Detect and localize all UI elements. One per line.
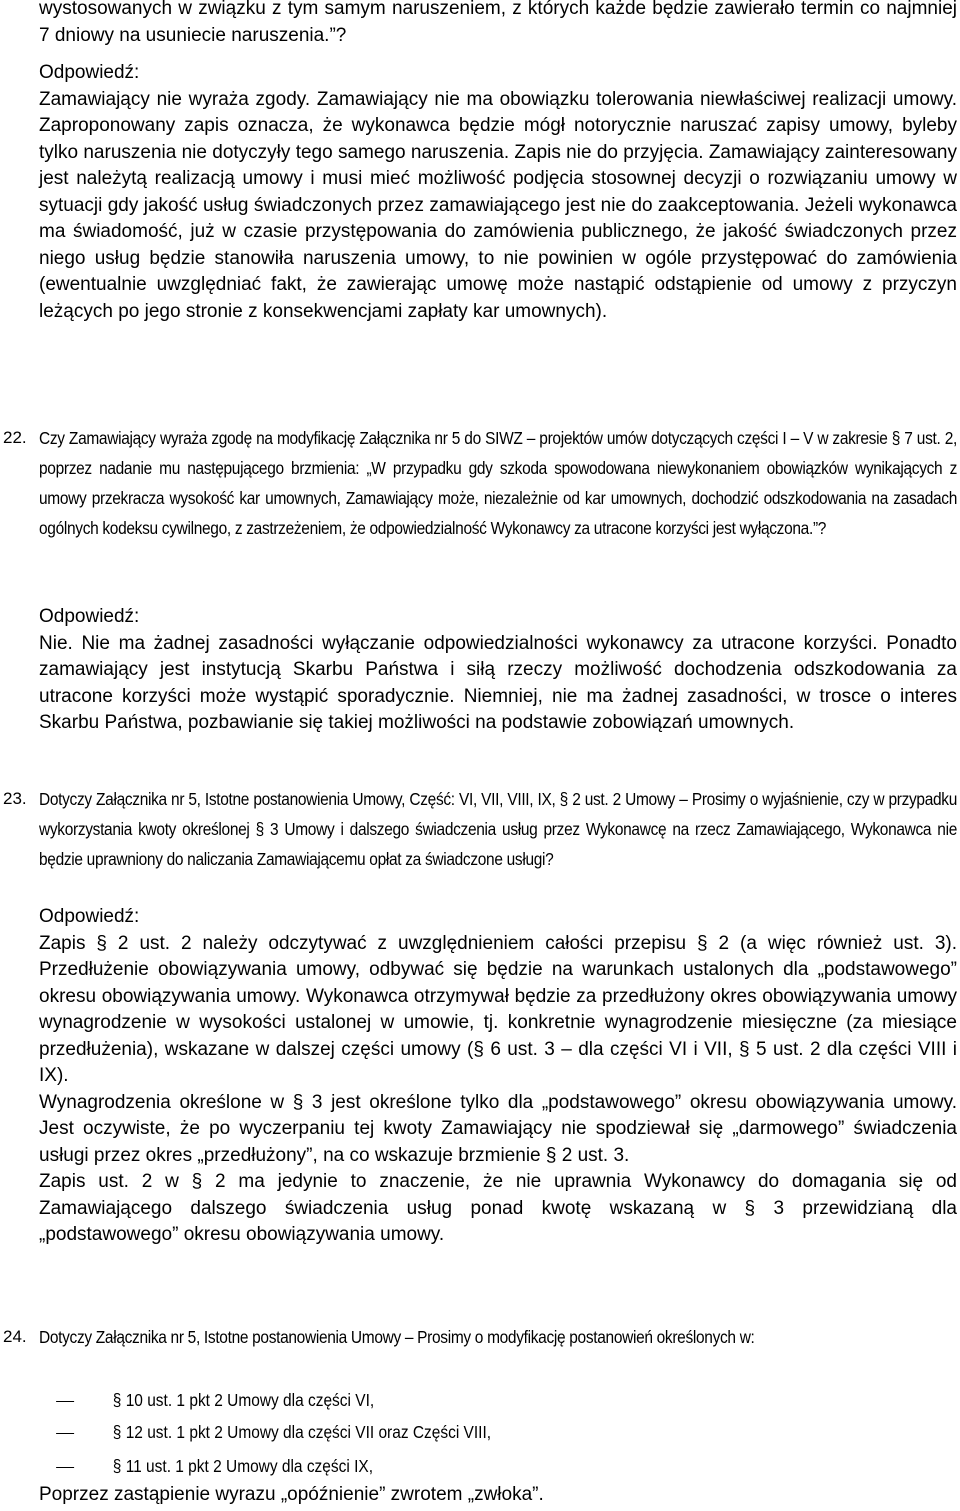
list-item: § 12 ust. 1 pkt 2 Umowy dla części VII oraz Części VIII,	[39, 1417, 491, 1447]
question-number-23: 23.	[3, 789, 27, 808]
dash-bullet	[56, 1401, 74, 1402]
answer-block-21	[39, 60, 957, 325]
answer-paragraph-3: Zapis ust. 2 w § 2 ma jedynie to znaczenie, że nie uprawnia Wykonawcy do domagania się od Zamawiającego dalszego świadczenia usług ponad kwotę wskazaną w § 3 przewidzianą dla „podstawowego” okresu obowiązywania umowy.	[39, 1171, 957, 1245]
list-item: § 10 ust. 1 pkt 2 Umowy dla części VI,	[39, 1385, 374, 1415]
answer-text: Nie. Nie ma żadnej zasadności wyłączanie odpowiedzialności wykonawcy za utracone korzyści. Ponadto zamawiający jest instytucją Skarbu Państwa i siłą rzeczy możliwość dochodzenia odszkodowania za utracone korzyści może wystąpić sporadycznie. Niemniej, nie ma żadnej zasadności, w trosce o interes Skarbu Państwa, pozbawianie się takiej możliwości na podstawie zobowiązań umownych.	[39, 632, 957, 733]
final-sentence: Poprzez zastąpienie wyrazu „opóźnienie” zwrotem „zwłoka”.	[39, 1484, 544, 1505]
answer-paragraph-1: Zapis § 2 ust. 2 należy odczytywać z uwzględnieniem całości przepisu § 2 (a więc również ust. 3). Przedłużenie obowiązywania umowy, odbywać się będzie na warunkach ustalonych dla „podstawowego” okresu obowiązywania umowy. Wykonawca otrzymywał będzie za przedłużony okres obowiązywania umowy wynagrodzenie w wysokości ustalonej w umowie, tj. konkretnie wynagrodzenie miesięczne (za miesiące przedłużenia), wskazane w dalszej części umowy (§ 6 ust. 3 – dla części VI i VII, § 5 ust. 2 dla części VIII i IX).	[39, 932, 957, 1086]
answer-text: Zamawiający nie wyraża zgody. Zamawiający nie ma obowiązku tolerowania niewłaściwej realizacji umowy. Zaproponowany zapis oznacza, że wykonawca będzie mógł notorycznie naruszać zapisy umowy, byleby tylko naruszenia nie dotyczyły tego samego naruszenia. Zapis nie do przyjęcia. Zamawiający zainteresowany jest należytą realizacją umowy i musi mieć możliwość podjęcia stosownej decyzji o rozwiązaniu umowy w sytuacji gdy jakość usług świadczonych przez zamawiającego jest nie do zaakceptowania. Jeżeli wykonawca ma świadomość, już w czasie przystępowania do zamówienia publicznego, że jakość świadczonych przez niego usług będzie stanowiła naruszenia umowy, to nie powinien w ogóle przystępować do zamówienia (ewentualnie uwzględniać fakt, że zawierając umowę może nastąpić odstąpienie od umowy z przyczyn leżących po jego stronie z konsekwencjami zapłaty kar umownych).	[39, 88, 957, 322]
dash-bullet	[56, 1433, 74, 1434]
prev-question-tail	[39, 0, 957, 49]
answer-block-23	[39, 904, 957, 1249]
answer-label: Odpowiedź:	[39, 906, 140, 927]
question-tail-text: wystosowanych w związku z tym samym naruszeniem, z których każde będzie zawierało termin co najmniej 7 dniowy na usuniecie naruszenia.”?	[39, 0, 957, 46]
question-22-text: Czy Zamawiający wyraża zgodę na modyfikację Załącznika nr 5 do SIWZ – projektów umów dotyczących części I – V w zakresie § 7 ust. 2, poprzez nadanie mu następującego brzmienia: „W przypadku gdy szkoda spowodowana niewykonaniem obowiązków wynikających z umowy przekracza wysokość kar umownych, Zamawiający może, niezależnie od kar umownych, dochodzić odszkodowania na zasadach ogólnych kodeksu cywilnego, z zastrzeżeniem, że odpowiedzialność Wykonawcy za utracone korzyści jest wyłączona.”?	[39, 428, 957, 538]
answer-paragraph-2: Wynagrodzenia określone w § 3 jest określone tylko dla „podstawowego” okresu obowiązywania umowy. Jest oczywiste, że po wyczerpaniu tej kwoty Zamawiający nie spodziewał się „darmowego” świadczenia usługi przez okres „przedłużony”, na co wskazuje brzmienie § 2 ust. 3.	[39, 1091, 957, 1166]
question-number-24: 24.	[3, 1327, 27, 1346]
dash-bullet	[56, 1467, 74, 1468]
answer-block-22	[39, 604, 957, 737]
answer-label: Odpowiedź:	[39, 606, 140, 627]
question-24-text: Dotyczy Załącznika nr 5, Istotne postanowienia Umowy – Prosimy o modyfikację postanowień określonych w:	[39, 1327, 755, 1347]
list-item: § 11 ust. 1 pkt 2 Umowy dla części IX,	[39, 1451, 373, 1481]
answer-label: Odpowiedź:	[39, 62, 140, 83]
question-23-text: Dotyczy Załącznika nr 5, Istotne postanowienia Umowy, Część: VI, VII, VIII, IX, § 2 ust. 2 Umowy – Prosimy o wyjaśnienie, czy w przypadku wykorzystania kwoty określonej § 3 Umowy i dalszego świadczenia usług przez Wykonawcę na rzecz Zamawiającego, Wykonawca nie będzie uprawniony do naliczania Zamawiającemu opłat za świadczone usługi?	[39, 789, 957, 869]
question-number-22: 22.	[3, 428, 27, 447]
